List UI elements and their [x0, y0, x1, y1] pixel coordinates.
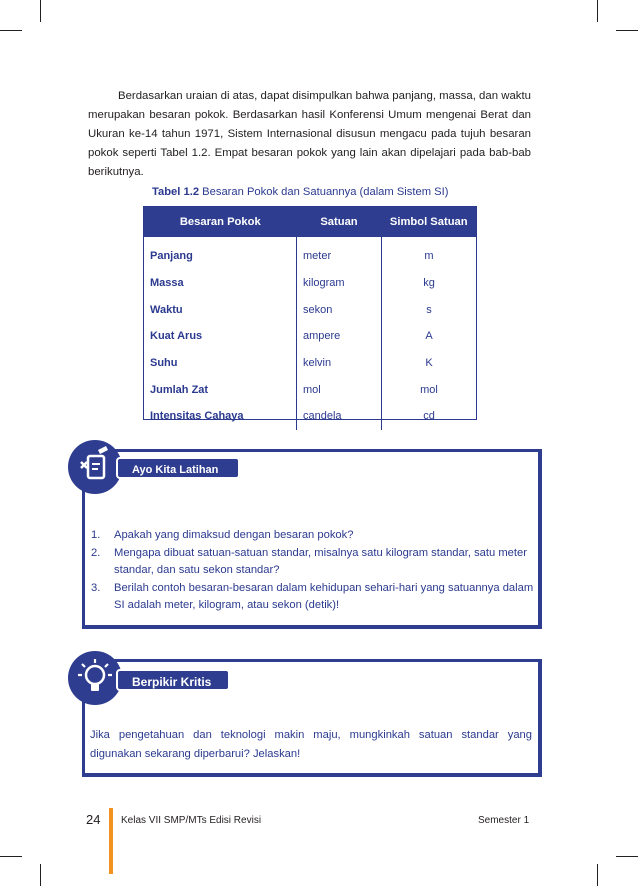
cell-symbol: mol	[420, 383, 438, 396]
cell-quantity: Massa	[150, 277, 184, 290]
cell-symbol: s	[426, 303, 432, 316]
latihan-title-badge: Ayo Kita Latihan	[116, 457, 240, 479]
latihan-icon-circle	[68, 440, 122, 494]
list-item	[88, 580, 534, 615]
latihan-box-left-border	[82, 485, 85, 629]
cell-quantity: Panjang	[150, 250, 193, 263]
cell-unit: ampere	[297, 323, 382, 350]
table-caption-text: Besaran Pokok dan Satuannya (dalam Sistem SI)	[199, 186, 449, 198]
crop-mark	[597, 864, 598, 886]
table-row	[144, 376, 476, 403]
intro-paragraph: Berdasarkan uraian di atas, dapat disimpulkan bahwa panjang, massa, dan waktu merupakan besaran pokok. Berdasarkan hasil Konferensi Umum mengenai Berat dan Ukuran ke-14 tahun 1971, Sistem Internasional disusun mengacu pada tujuh besaran pokok seperti Tabel 1.2. Empat besaran pokok yang lain akan dipelajari pada bab-bab berikutnya.	[88, 90, 531, 178]
question-text: Berilah contoh besaran-besaran dalam kehidupan sehari-hari yang satuannya dalam SI adalah meter, kilogram, atau sekon (detik)!	[114, 581, 534, 611]
table-caption-label: Tabel 1.2	[152, 186, 200, 198]
exercise-icon	[68, 440, 122, 494]
cell-symbol: cd	[423, 410, 435, 423]
cell-unit: candela	[297, 403, 382, 430]
table-caption	[152, 186, 448, 198]
crop-mark	[0, 856, 22, 857]
crop-mark	[616, 856, 638, 857]
table-row	[144, 323, 476, 350]
table-row	[144, 403, 476, 430]
cell-unit: meter	[297, 237, 382, 270]
cell-symbol: K	[425, 357, 433, 370]
kritis-title-badge: Berpikir Kritis	[116, 669, 230, 691]
cell-quantity: Kuat Arus	[150, 330, 203, 343]
list-item	[88, 527, 534, 545]
table-row	[144, 270, 476, 297]
units-table	[143, 206, 477, 423]
table-row	[144, 350, 476, 377]
page-number: 24	[86, 812, 101, 827]
table-header-symbol: Simbol Satuan	[382, 207, 477, 237]
kritis-box-left-border	[82, 697, 85, 777]
cell-quantity: Intensitas Cahaya	[150, 410, 244, 423]
cell-unit: kilogram	[297, 270, 382, 297]
footer-book-title: Kelas VII SMP/MTs Edisi Revisi	[121, 815, 262, 826]
question-number: 3.	[91, 581, 101, 594]
units-table-grid	[144, 207, 476, 430]
latihan-question-list	[88, 527, 534, 615]
lightbulb-icon	[68, 651, 122, 705]
cell-symbol: kg	[423, 277, 435, 290]
cell-symbol: m	[424, 250, 434, 263]
cell-quantity: Jumlah Zat	[150, 383, 209, 396]
cell-unit: mol	[297, 376, 382, 403]
table-row	[144, 296, 476, 323]
kritis-question: Jika pengetahuan dan teknologi makin maju, mungkinkah satuan standar yang digunakan sekarang diperbarui? Jelaskan!	[90, 729, 532, 760]
cell-quantity: Waktu	[150, 303, 183, 316]
table-header-row	[144, 207, 476, 237]
cell-unit: kelvin	[297, 350, 382, 377]
list-item	[88, 545, 534, 580]
cell-unit: sekon	[297, 296, 382, 323]
footer-divider	[109, 808, 113, 874]
kritis-icon-circle	[68, 651, 122, 705]
crop-mark	[616, 30, 638, 31]
footer-semester: Semester 1	[478, 815, 530, 826]
crop-mark	[40, 0, 41, 22]
crop-mark	[597, 0, 598, 22]
cell-quantity: Suhu	[150, 357, 178, 370]
table-row	[144, 237, 476, 270]
crop-mark	[40, 864, 41, 886]
question-number: 2.	[91, 546, 101, 559]
table-header-unit: Satuan	[297, 207, 382, 237]
crop-mark	[0, 30, 22, 31]
table-header-quantity: Besaran Pokok	[144, 207, 297, 237]
cell-symbol: A	[425, 330, 433, 343]
question-text: Apakah yang dimaksud dengan besaran pokok?	[114, 529, 354, 541]
question-text: Mengapa dibuat satuan-satuan standar, misalnya satu kilogram standar, satu meter standar, dan satu sekon standar?	[114, 546, 527, 576]
question-number: 1.	[91, 529, 101, 541]
